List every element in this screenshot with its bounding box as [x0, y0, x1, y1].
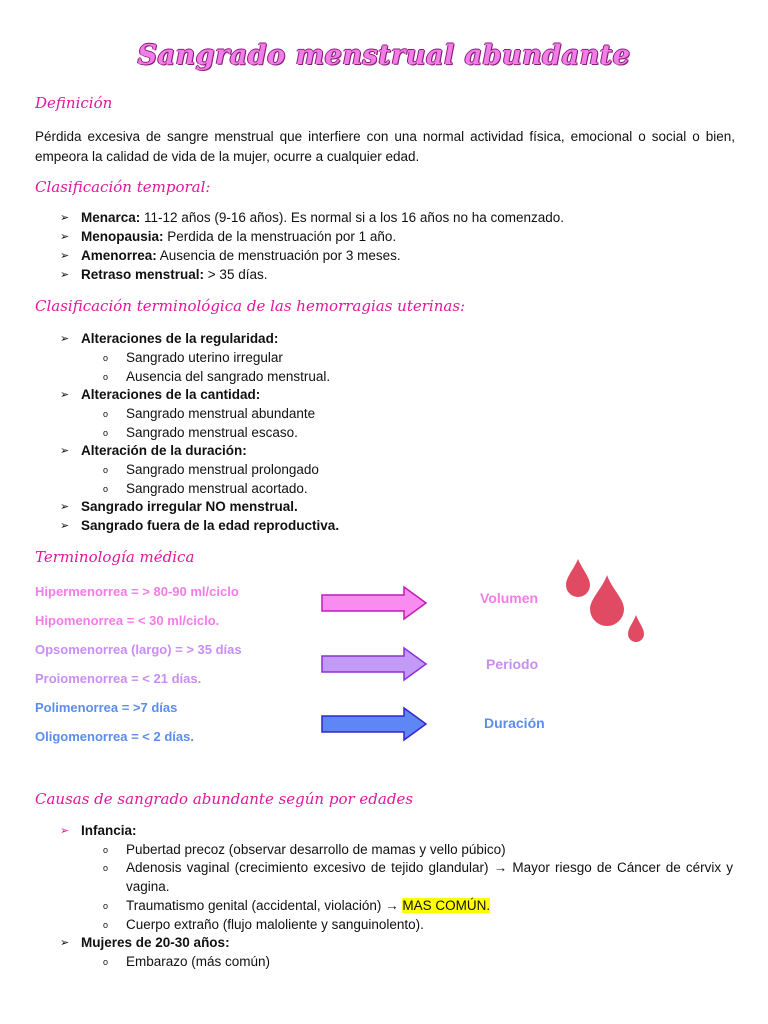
duracion-arrow-icon — [320, 706, 428, 742]
sub-item-text: Cuerpo extraño (flujo maloliente y sanguinolento). — [126, 917, 424, 932]
item-text: > 35 días. — [204, 267, 268, 282]
arrow-bullet-icon: ➢ — [60, 520, 70, 532]
sub-item-text: Embarazo (más común) — [126, 954, 271, 969]
group-label: Alteración de la duración: — [81, 443, 247, 458]
item-label: Amenorrea: — [81, 248, 157, 263]
arrow-bullet-icon: ➢ — [60, 445, 70, 457]
sub-item-text: Sangrado menstrual prolongado — [126, 462, 319, 477]
item-label: Retraso menstrual: — [81, 267, 205, 282]
definicion-text: Pérdida excesiva de sangre menstrual que interfiere con una normal actividad física, emocional o social o bien, empeora la calidad de vida de la mujer, ocurre a cualquier edad. — [35, 129, 735, 164]
mujeres-label: Mujeres de 20-30 años: — [81, 935, 230, 950]
circle-bullet-icon: o — [103, 920, 109, 930]
arrow-bullet-icon: ➢ — [60, 269, 70, 281]
item-text: Ausencia de menstruación por 3 meses. — [156, 248, 401, 263]
circle-bullet-icon: o — [103, 353, 109, 363]
sub-item-text: Sangrado menstrual acortado. — [126, 481, 308, 496]
terminologia-heading: Terminología médica — [35, 548, 195, 566]
arrow-bullet-icon: ➢ — [60, 333, 70, 345]
circle-bullet-icon: o — [103, 409, 109, 419]
circle-bullet-icon: o — [103, 901, 109, 911]
arrow-bullet-icon: ➢ — [60, 231, 70, 243]
item-text: 11-12 años (9-16 años). Es normal si a los 16 años no ha comenzado. — [140, 210, 565, 225]
circle-bullet-icon: o — [103, 465, 109, 475]
arrow-bullet-icon: ➢ — [60, 389, 70, 401]
group-label: Sangrado fuera de la edad reproductiva. — [81, 518, 340, 533]
clasificacion-terminologica-heading: Clasificación terminológica de las hemorragias uterinas: — [35, 297, 466, 315]
term-opsomenorrea: Opsomenorrea (largo) = > 35 días — [35, 642, 242, 657]
sub-item-text: Pubertad precoz (observar desarrollo de mamas y vello púbico) — [126, 842, 506, 857]
group-label: Sangrado irregular NO menstrual. — [81, 499, 298, 514]
circle-bullet-icon: o — [103, 845, 109, 855]
periodo-arrow-icon — [320, 646, 428, 682]
circle-bullet-icon: o — [103, 372, 109, 382]
circle-bullet-icon: o — [103, 957, 109, 967]
group-label: Alteraciones de la regularidad: — [81, 331, 279, 346]
term-oligomenorrea: Oligomenorrea = < 2 días. — [35, 729, 194, 744]
sub-item-text: Sangrado menstrual escaso. — [126, 425, 298, 440]
highlight-text: MAS COMÚN. — [402, 898, 491, 913]
circle-bullet-icon: o — [103, 484, 109, 494]
category-volumen: Volumen — [480, 590, 539, 606]
term-proiomenorrea: Proiomenorrea = < 21 días. — [35, 671, 202, 686]
sub-item-text: Sangrado menstrual abundante — [126, 406, 316, 421]
sub-item-text: vagina. — [126, 879, 170, 894]
arrow-bullet-icon: ➢ — [60, 937, 70, 949]
circle-bullet-icon: o — [103, 428, 109, 438]
term-hipomenorrea: Hipomenorrea = < 30 ml/ciclo. — [35, 613, 220, 628]
clasificacion-temporal-heading: Clasificación temporal: — [35, 178, 211, 196]
sub-item-text: Ausencia del sangrado menstrual. — [126, 369, 331, 384]
sub-item-text: Sangrado uterino irregular — [126, 350, 283, 365]
item-label: Menopausia: — [81, 229, 164, 244]
item-label: Menarca: — [81, 210, 141, 225]
infancia-label: Infancia: — [81, 823, 137, 838]
arrow-bullet-icon: ➢ — [60, 250, 70, 262]
category-periodo: Periodo — [486, 656, 539, 672]
page-title: Sangrado menstrual abundante — [137, 40, 631, 71]
definicion-heading: Definición — [35, 94, 113, 112]
term-hipermenorrea: Hipermenorrea = > 80-90 ml/ciclo — [35, 584, 239, 599]
blood-drops-icon — [560, 555, 660, 650]
circle-bullet-icon: o — [103, 863, 109, 873]
group-label: Alteraciones de la cantidad: — [81, 387, 261, 402]
arrow-bullet-icon: ➢ — [60, 825, 70, 837]
arrow-bullet-icon: ➢ — [60, 501, 70, 513]
item-text: Perdida de la menstruación por 1 año. — [163, 229, 397, 244]
arrow-bullet-icon: ➢ — [60, 212, 70, 224]
volumen-arrow-icon — [320, 585, 428, 621]
category-duracion: Duración — [484, 715, 545, 731]
term-polimenorrea: Polimenorrea = >7 días — [35, 700, 178, 715]
sub-item-text: Traumatismo genital (accidental, violación) → — [126, 898, 403, 913]
causas-heading: Causas de sangrado abundante según por edades — [35, 790, 414, 808]
sub-item-text: Adenosis vaginal (crecimiento excesivo de tejido glandular) → Mayor riesgo de Cáncer de cérvix y — [126, 860, 733, 875]
